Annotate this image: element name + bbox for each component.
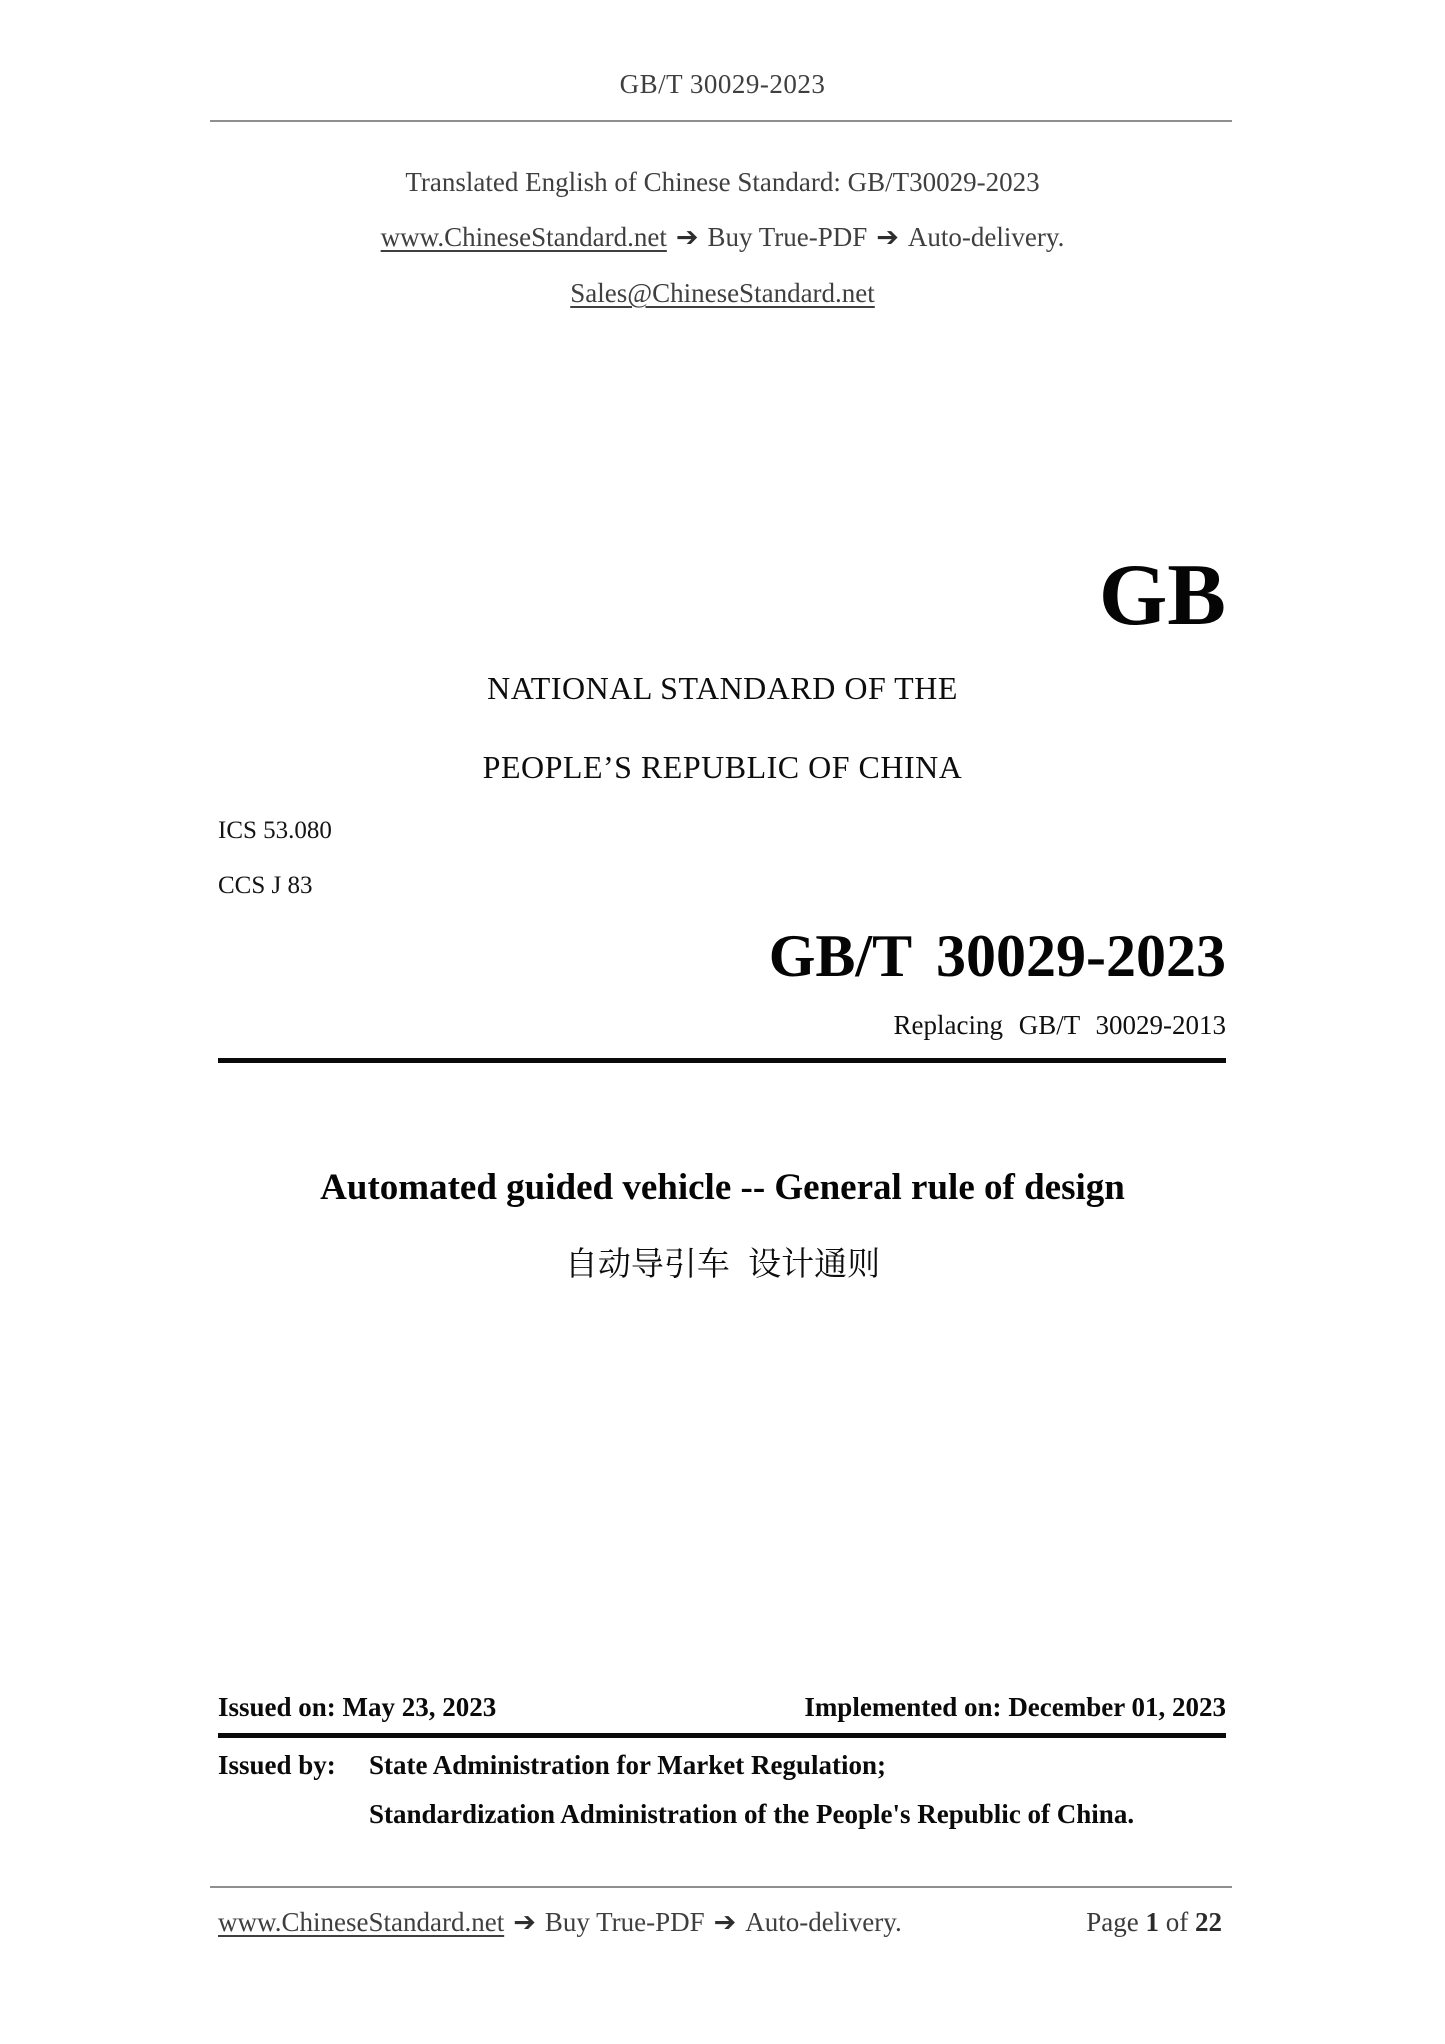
sales-email-line: [0, 278, 1445, 309]
ccs-code: CCS J 83: [218, 872, 313, 899]
translated-note: Translated English of Chinese Standard: GB/T30029-2023: [405, 167, 1040, 197]
store-info-line: [0, 222, 1445, 253]
issued-on: [218, 1692, 496, 1723]
replacing-note: Replacing GB/T 30029-2013: [893, 1010, 1226, 1040]
footer-row: [218, 1907, 1222, 1938]
of-label: of: [1165, 1907, 1189, 1937]
site-link[interactable]: www.ChineseStandard.net: [380, 222, 667, 252]
sales-email-link[interactable]: Sales@ChineseStandard.net: [570, 278, 875, 308]
issuer-1: State Administration for Market Regulation;: [369, 1750, 886, 1780]
issuers: [369, 1741, 1134, 1839]
issuance-divider-rule: [218, 1733, 1226, 1738]
document-title-zh: 自动导引车 设计通则: [564, 1247, 881, 1283]
arrow-icon: ➔: [675, 222, 699, 253]
arrow-icon: ➔: [876, 222, 899, 253]
standard-number: GB/T 30029-2023: [768, 923, 1226, 989]
issuance-dates-row: [218, 1692, 1226, 1723]
page-number: 1: [1145, 1907, 1159, 1937]
buy-true-pdf-text: Buy True-PDF: [707, 222, 868, 252]
arrow-icon: ➔: [713, 1907, 737, 1938]
issued-on-date: May 23, 2023: [342, 1692, 497, 1722]
page-label: Page: [1086, 1907, 1139, 1937]
issuer-2: Standardization Administration of the People's Republic of China.: [369, 1799, 1135, 1829]
document-title-en: Automated guided vehicle -- General rule of design: [320, 1167, 1125, 1208]
footer-site-link[interactable]: www.ChineseStandard.net: [218, 1907, 505, 1937]
national-standard-line1: NATIONAL STANDARD OF THE: [487, 670, 958, 706]
footer-buy-true-pdf-text: Buy True-PDF: [544, 1907, 705, 1937]
footer-auto-delivery-text: Auto-delivery.: [745, 1907, 902, 1937]
issued-by-label: Issued by:: [218, 1750, 336, 1780]
implemented-on-date: December 01, 2023: [1008, 1692, 1226, 1722]
implemented-on-label: Implemented on:: [804, 1692, 1002, 1722]
footer-store-line: [218, 1907, 902, 1938]
national-standard-line2: PEOPLE’S REPUBLIC OF CHINA: [482, 749, 963, 785]
running-header-doc-code: GB/T 30029-2023: [619, 69, 826, 99]
implemented-on: [804, 1692, 1226, 1723]
issued-by-row: [218, 1741, 1226, 1839]
total-pages: 22: [1195, 1907, 1222, 1937]
gb-logo: GB: [1098, 547, 1226, 644]
footer-rule: [210, 1886, 1232, 1888]
ics-code: ICS 53.080: [218, 817, 332, 844]
masthead-divider-rule: [218, 1058, 1226, 1063]
arrow-icon: ➔: [513, 1907, 536, 1938]
header-rule: [210, 120, 1232, 122]
auto-delivery-text: Auto-delivery.: [907, 222, 1065, 252]
issued-on-label: Issued on:: [218, 1692, 336, 1722]
page-indicator: [1086, 1907, 1222, 1938]
